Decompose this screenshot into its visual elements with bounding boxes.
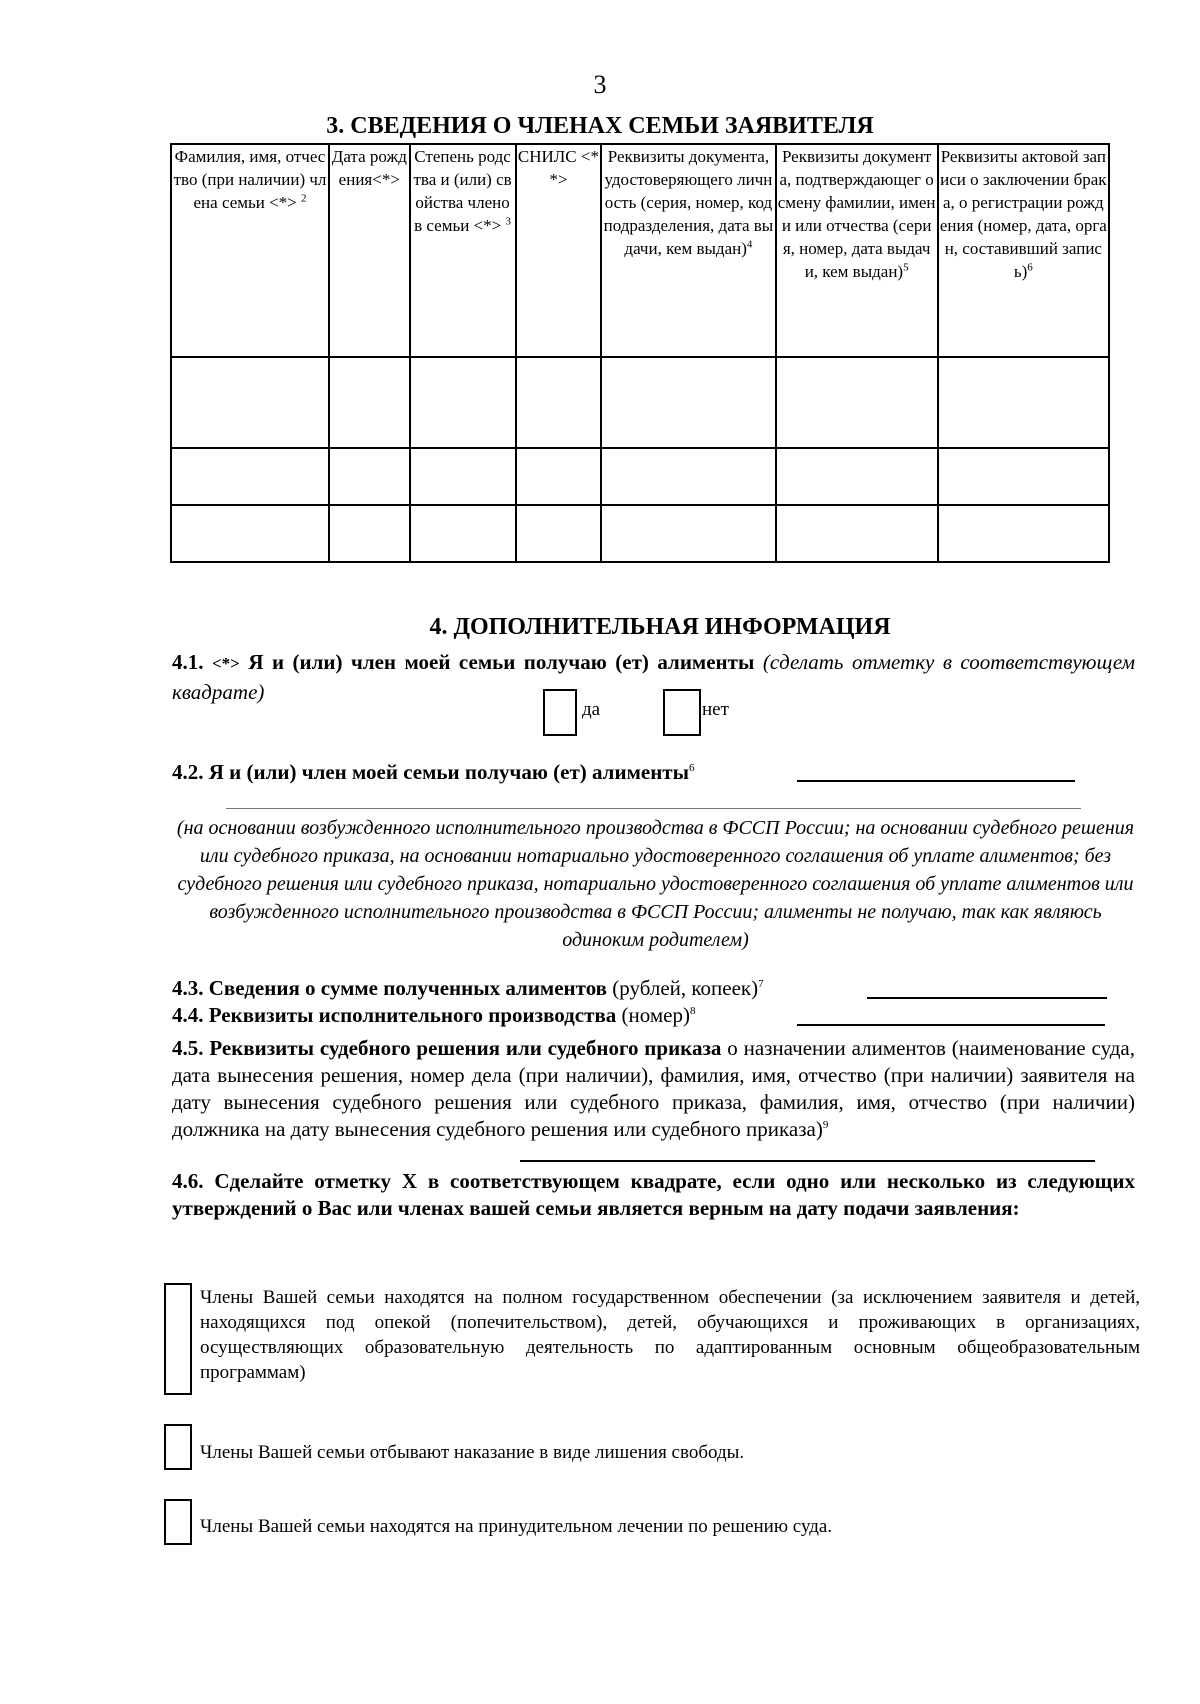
section-4-title: 4. ДОПОЛНИТЕЛЬНАЯ ИНФОРМАЦИЯ — [429, 614, 891, 640]
table-cell[interactable] — [410, 448, 516, 506]
page-number: 3 — [593, 70, 607, 99]
table-row — [171, 448, 1109, 506]
section-3-title: 3. СВЕДЕНИЯ О ЧЛЕНАХ СЕМЬИ ЗАЯВИТЕЛЯ — [326, 113, 874, 139]
col-header-relation: Степень родства и (или) свойства членов семьи <*> $^3$ — [410, 144, 516, 357]
question-4-3: 4.3. Сведения о сумме полученных алиментов (рублей, копеек)$^7$ — [172, 976, 764, 1000]
table-cell[interactable] — [938, 357, 1109, 448]
compulsory-treatment-checkbox[interactable] — [164, 1499, 192, 1545]
question-4-1: 4.1. <*> Я и (или) член моей семьи получаю (ет) алименты (сделать отметку в соответствующем квадрате) — [172, 650, 1136, 704]
question-4-2: 4.2. Я и (или) член моей семьи получаю (ет) алименты$^6$ — [172, 760, 695, 784]
compulsory-treatment-text: Члены Вашей семьи находятся на принудительном лечении по решению суда. — [200, 1516, 833, 1537]
col-header-fio: Фамилия, имя, отчество (при наличии) члена семьи <*> $^2$ — [171, 144, 329, 357]
table-cell[interactable] — [171, 505, 329, 562]
table-cell[interactable] — [329, 505, 410, 562]
no-label: нет — [702, 699, 729, 720]
court-decision-field[interactable] — [520, 1160, 1095, 1162]
table-cell[interactable] — [171, 357, 329, 448]
table-cell[interactable] — [776, 505, 938, 562]
question-4-5: 4.5. Реквизиты судебного решения или судебного приказа о назначении алиментов (наименование суда, дата вынесения решения, номер дела (при наличии), фамилия, имя, отчество (при наличии) заявителя на дату вынесения судебного решения или судебного приказа, фамилия, имя, отчество (при наличии) должника на дату вынесения судебного решения или судебного приказа)$^9$ — [172, 1036, 1136, 1141]
table-cell[interactable] — [938, 448, 1109, 506]
table-cell[interactable] — [329, 448, 410, 506]
question-4-6: 4.6. Сделайте отметку Х в соответствующем квадрате, если одно или несколько из следующих утверждений о Вас или членах вашей семьи является верным на дату подачи заявления: — [172, 1169, 1135, 1220]
col-header-id-document: Реквизиты документа, удостоверяющего личность (серия, номер, код подразделения, дата выдачи, кем выдан)$^4$ — [601, 144, 775, 357]
col-header-birthdate: Дата рождения<*> — [329, 144, 410, 357]
alimony-amount-field[interactable] — [867, 997, 1107, 999]
enforcement-proceedings-field[interactable] — [797, 1024, 1105, 1026]
full-state-support-text: Члены Вашей семьи находятся на полном государственном обеспечении (за исключением заявителя и детей, находящихся под опекой (попечительством), детей, обучающихся и проживающих в организациях, осуществляющих образовательную деятельность по адаптированным основным общеобразовательным программам) — [200, 1287, 1140, 1383]
table-cell[interactable] — [601, 448, 775, 506]
table-row — [171, 505, 1109, 562]
question-4-4: 4.4. Реквизиты исполнительного производства (номер)$^8$ — [172, 1003, 696, 1027]
table-row — [171, 357, 1109, 448]
alimony-basis-field[interactable] — [797, 780, 1075, 782]
table-cell[interactable] — [776, 448, 938, 506]
table-cell[interactable] — [171, 448, 329, 506]
imprisonment-checkbox[interactable] — [164, 1424, 192, 1470]
table-cell[interactable] — [410, 357, 516, 448]
question-4-2-hint: (на основании возбужденного исполнительного производства в ФССП России; на основании судебного решения или судебного приказа, на основании нотариально удостоверенного соглашения об уплате алиментов; без судебного решения или судебного приказа, нотариально удостоверенного соглашения об уплате алиментов или возбужденного исполнительного производства в ФССП России; алименты не получаю, так как являюсь одиноким родителем) — [176, 817, 1135, 951]
table-cell[interactable] — [329, 357, 410, 448]
full-state-support-checkbox[interactable] — [164, 1283, 192, 1395]
col-header-name-change-doc: Реквизиты документа, подтверждающег о смену фамилии, имени или отчества (серия, номер, дата выдачи, кем выдан)$^5$ — [776, 144, 938, 357]
yes-checkbox[interactable] — [543, 689, 577, 736]
table-header-row — [171, 144, 1109, 357]
table-cell[interactable] — [516, 505, 602, 562]
imprisonment-text: Члены Вашей семьи отбывают наказание в виде лишения свободы. — [200, 1442, 745, 1463]
col-header-civil-record: Реквизиты актовой записи о заключении брака, о регистрации рождения (номер, дата, орган, составивший запись)$^6$ — [938, 144, 1109, 357]
table-cell[interactable] — [601, 505, 775, 562]
alimony-basis-field-line2[interactable] — [226, 808, 1081, 809]
col-header-snils: СНИЛС <**> — [516, 144, 602, 357]
table-cell[interactable] — [776, 357, 938, 448]
table-cell[interactable] — [516, 448, 602, 506]
table-cell[interactable] — [516, 357, 602, 448]
yes-label: да — [582, 699, 601, 720]
family-members-table — [170, 143, 1110, 563]
no-checkbox[interactable] — [663, 689, 701, 736]
table-cell[interactable] — [938, 505, 1109, 562]
table-cell[interactable] — [601, 357, 775, 448]
table-cell[interactable] — [410, 505, 516, 562]
